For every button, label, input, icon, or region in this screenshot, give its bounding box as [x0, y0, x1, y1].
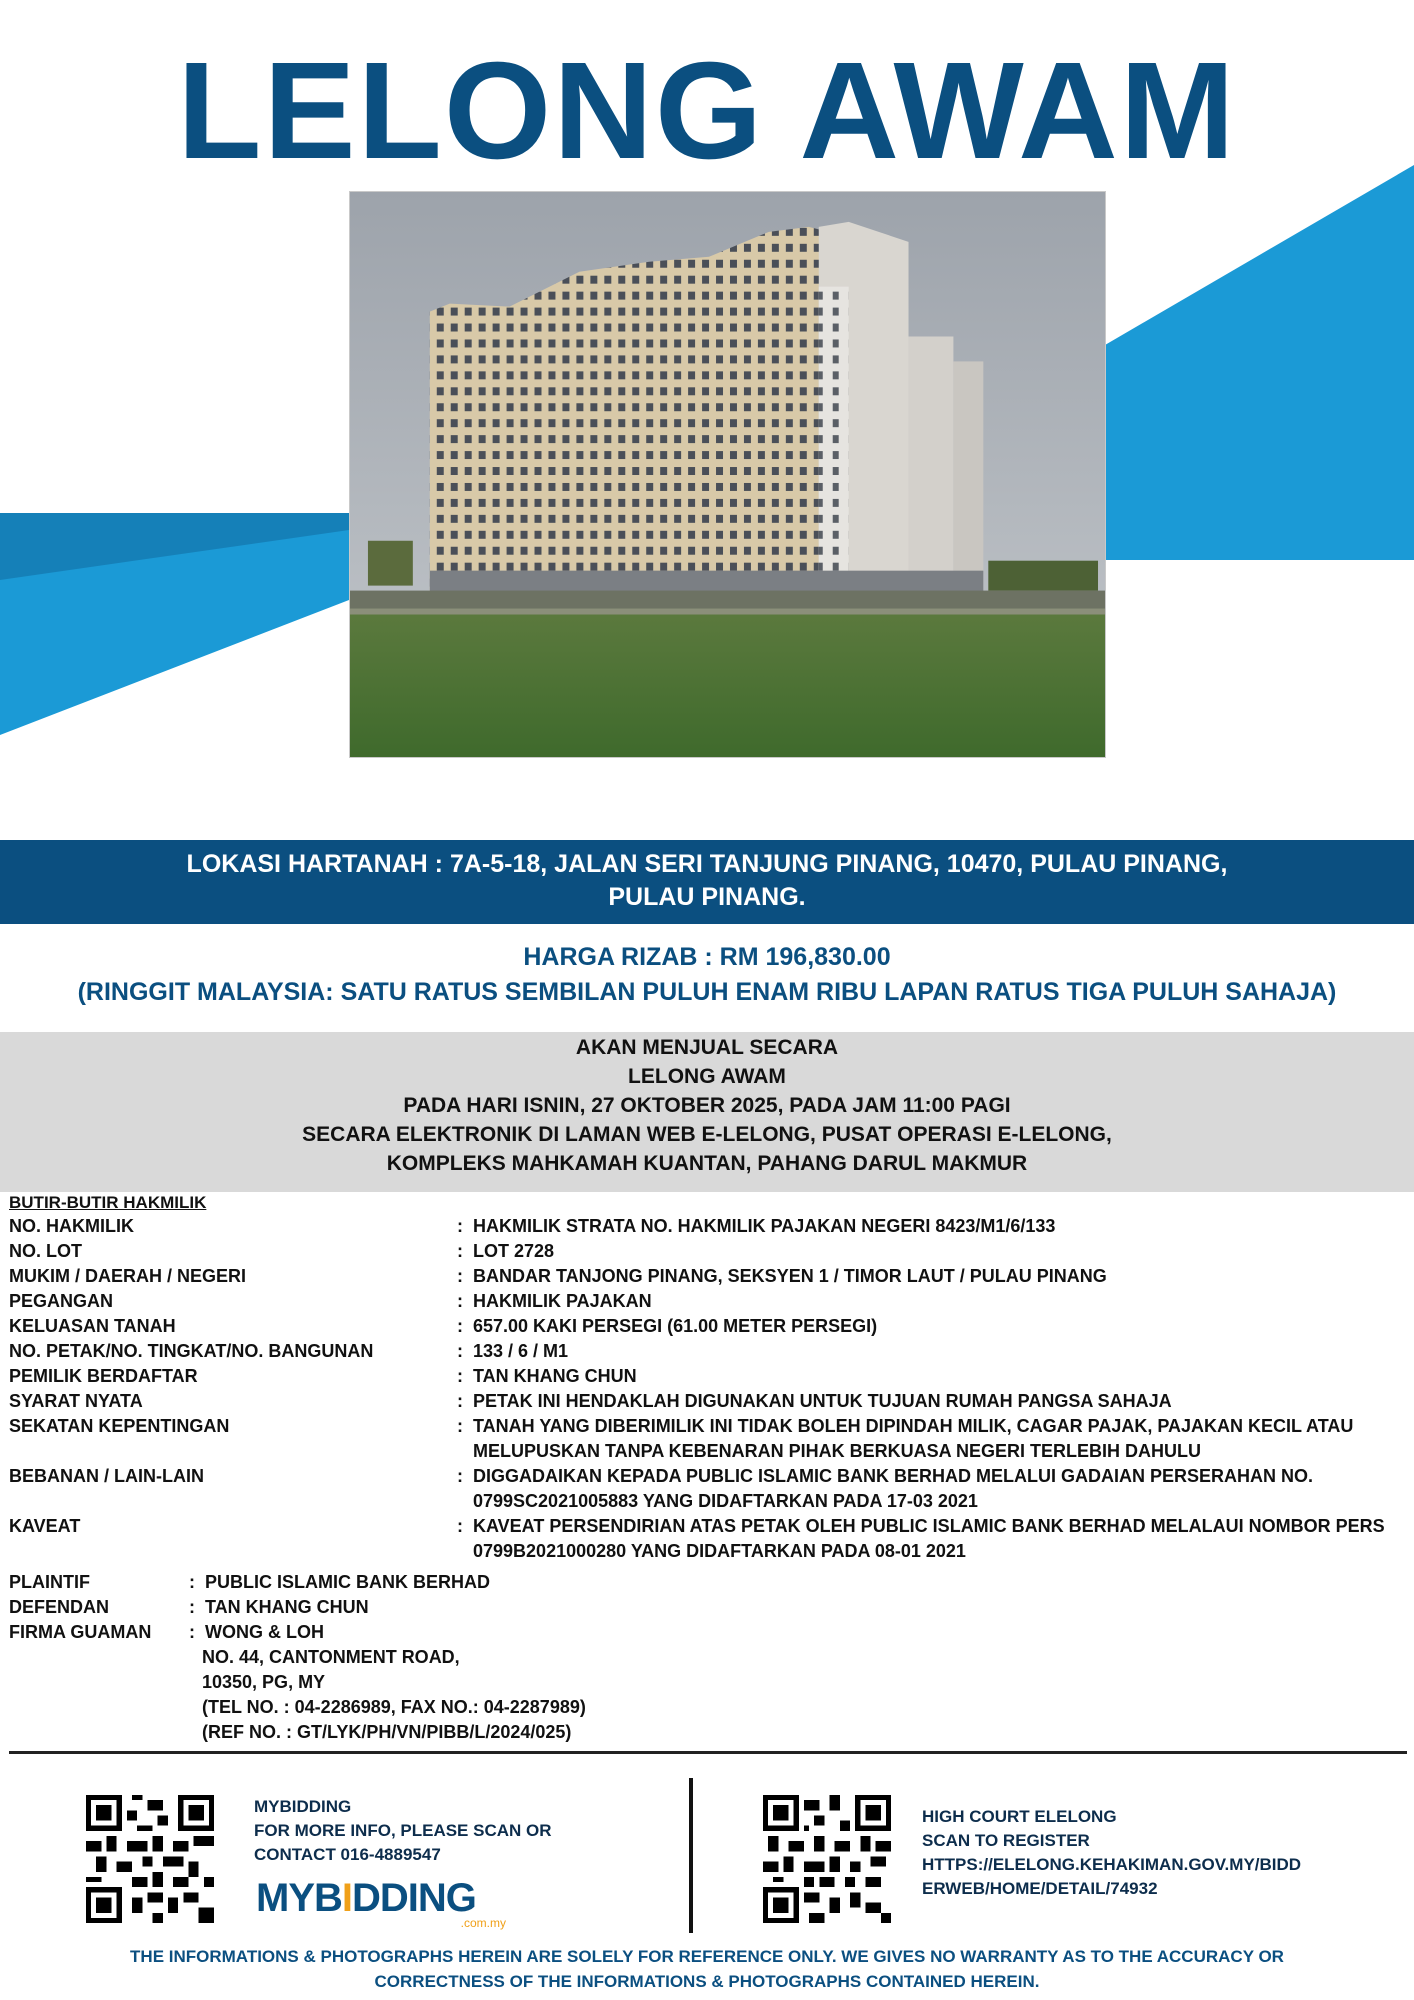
row-value: HAKMILIK STRATA NO. HAKMILIK PAJAKAN NEGERI 8423/M1/6/133	[473, 1216, 1056, 1236]
row-separator: :	[457, 1216, 463, 1236]
qr-code-icon[interactable]	[763, 1795, 891, 1923]
auction-details-box	[0, 1032, 1414, 1192]
mybidding-contact: CONTACT 016-4889547	[254, 1845, 441, 1864]
row-label: NO. PETAK/NO. TINGKAT/NO. BANGUNAN	[9, 1341, 374, 1361]
disclaimer	[0, 1944, 1414, 1994]
address-line: 10350, PG, MY	[202, 1672, 326, 1692]
row-separator: :	[189, 1597, 195, 1617]
row-value: 133 / 6 / M1	[473, 1341, 569, 1361]
row-separator: :	[457, 1266, 463, 1286]
law-firm-row	[9, 1620, 909, 1645]
law-firm-address	[9, 1645, 909, 1745]
row-separator: :	[457, 1516, 463, 1536]
defendant-label: DEFENDAN	[9, 1597, 110, 1617]
row-value: TAN KHANG CHUN	[473, 1366, 637, 1386]
particulars-row	[9, 1414, 1409, 1464]
row-separator: :	[457, 1366, 463, 1386]
reserve-price	[0, 940, 1414, 1010]
case-parties	[9, 1570, 909, 1745]
particulars-row	[9, 1314, 1409, 1339]
mybidding-info	[254, 1795, 552, 1867]
particulars-heading: BUTIR-BUTIR HAKMILIK	[9, 1193, 207, 1212]
logo-domain: .com.my	[460, 1916, 506, 1930]
row-separator: :	[189, 1572, 195, 1592]
elelong-info	[922, 1805, 1301, 1901]
disclaimer-line: CORRECTNESS OF THE INFORMATIONS & PHOTOGRAPHS CONTAINED HEREIN.	[374, 1972, 1040, 1991]
row-separator: :	[189, 1622, 195, 1642]
particulars-row	[9, 1339, 1409, 1364]
disclaimer-line: THE INFORMATIONS & PHOTOGRAPHS HEREIN ARE SOLELY FOR REFERENCE ONLY. WE GIVES NO WARRANTY AS TO THE ACCURACY OR	[130, 1947, 1284, 1966]
row-separator: :	[457, 1416, 463, 1436]
elelong-text: SCAN TO REGISTER	[922, 1831, 1090, 1850]
footer-vertical-divider	[689, 1778, 693, 1933]
row-separator: :	[457, 1291, 463, 1311]
auction-line: SECARA ELEKTRONIK DI LAMAN WEB E-LELONG, PUSAT OPERASI E-LELONG,	[302, 1123, 1112, 1146]
row-separator: :	[457, 1241, 463, 1261]
row-label: PEGANGAN	[9, 1291, 114, 1311]
row-label: KAVEAT	[9, 1516, 81, 1536]
row-label: SYARAT NYATA	[9, 1391, 143, 1411]
title-particulars	[9, 1192, 1409, 1564]
plaintiff-row	[9, 1570, 909, 1595]
elelong-title: HIGH COURT ELELONG	[922, 1807, 1117, 1826]
row-value: KAVEAT PERSENDIRIAN ATAS PETAK OLEH PUBLIC ISLAMIC BANK BERHAD MELALAUI NOMBOR PERS 0799B2021000280 YANG DIDAFTARKAN PADA 08-01 2021	[473, 1516, 1385, 1561]
mybidding-logo	[256, 1878, 506, 1928]
particulars-row	[9, 1364, 1409, 1389]
particulars-row	[9, 1214, 1409, 1239]
auction-line: KOMPLEKS MAHKAMAH KUANTAN, PAHANG DARUL MAKMUR	[386, 1152, 1028, 1175]
row-value: TANAH YANG DIBERIMILIK INI TIDAK BOLEH DIPINDAH MILIK, CAGAR PAJAK, PAJAKAN KECIL ATAU MELUPUSKAN TANPA KEBENARAN PIHAK BERKUASA NEGERI TERLEBIH DAHULU	[473, 1416, 1354, 1461]
row-label: BEBANAN / LAIN-LAIN	[9, 1466, 204, 1486]
qr-code-icon[interactable]	[86, 1795, 214, 1923]
row-separator: :	[457, 1316, 463, 1336]
row-value: LOT 2728	[473, 1241, 555, 1261]
row-value: PETAK INI HENDAKLAH DIGUNAKAN UNTUK TUJUAN RUMAH PANGSA SAHAJA	[473, 1391, 1172, 1411]
defendant-row	[9, 1595, 909, 1620]
particulars-row	[9, 1289, 1409, 1314]
particulars-row	[9, 1239, 1409, 1264]
defendant-value: TAN KHANG CHUN	[205, 1597, 369, 1617]
logo-text-highlight: I	[341, 1876, 353, 1920]
row-label: SEKATAN KEPENTINGAN	[9, 1416, 230, 1436]
property-location-banner	[0, 840, 1414, 924]
row-label: NO. HAKMILIK	[9, 1216, 134, 1236]
particulars-row	[9, 1264, 1409, 1289]
property-photo	[349, 191, 1106, 758]
footer-divider	[9, 1751, 1407, 1754]
row-separator: :	[457, 1341, 463, 1361]
logo-text: MYB	[256, 1876, 342, 1920]
plaintiff-value: PUBLIC ISLAMIC BANK BERHAD	[205, 1572, 490, 1592]
mybidding-title: MYBIDDING	[254, 1797, 352, 1816]
elelong-url-cont[interactable]: ERWEB/HOME/DETAIL/74932	[922, 1879, 1158, 1898]
particulars-row	[9, 1464, 1409, 1514]
row-separator: :	[457, 1466, 463, 1486]
auction-line: PADA HARI ISNIN, 27 OKTOBER 2025, PADA JAM 11:00 PAGI	[403, 1094, 1011, 1117]
row-value: BANDAR TANJONG PINANG, SEKSYEN 1 / TIMOR LAUT / PULAU PINANG	[473, 1266, 1107, 1286]
particulars-row	[9, 1514, 1409, 1564]
reserve-price-amount: HARGA RIZAB : RM 196,830.00	[523, 943, 891, 971]
row-label: MUKIM / DAERAH / NEGERI	[9, 1266, 247, 1286]
plaintiff-label: PLAINTIF	[9, 1572, 90, 1592]
mybidding-text: FOR MORE INFO, PLEASE SCAN OR	[254, 1821, 552, 1840]
auction-line: LELONG AWAM	[628, 1065, 786, 1088]
elelong-url[interactable]: HTTPS://ELELONG.KEHAKIMAN.GOV.MY/BIDD	[922, 1855, 1302, 1874]
page-title: LELONG AWAM	[177, 34, 1237, 188]
reference-line: (REF NO. : GT/LYK/PH/VN/PIBB/L/2024/025)	[202, 1722, 572, 1742]
reserve-price-words: (RINGGIT MALAYSIA: SATU RATUS SEMBILAN PULUH ENAM RIBU LAPAN RATUS TIGA PULUH SAHAJA)	[77, 978, 1337, 1006]
law-firm-value: WONG & LOH	[205, 1622, 324, 1642]
location-line-2: PULAU PINANG.	[608, 883, 806, 911]
location-line-1: LOKASI HARTANAH : 7A-5-18, JALAN SERI TANJUNG PINANG, 10470, PULAU PINANG,	[186, 850, 1228, 878]
row-label: KELUASAN TANAH	[9, 1316, 176, 1336]
logo-text: DDING	[352, 1876, 476, 1920]
row-value: 657.00 KAKI PERSEGI (61.00 METER PERSEGI)	[473, 1316, 878, 1336]
address-line: NO. 44, CANTONMENT ROAD,	[202, 1647, 460, 1667]
contact-line: (TEL NO. : 04-2286989, FAX NO.: 04-2287989)	[202, 1697, 586, 1717]
row-value: HAKMILIK PAJAKAN	[473, 1291, 652, 1311]
row-label: NO. LOT	[9, 1241, 82, 1261]
row-separator: :	[457, 1391, 463, 1411]
particulars-row	[9, 1389, 1409, 1414]
law-firm-label: FIRMA GUAMAN	[9, 1622, 152, 1642]
auction-line: AKAN MENJUAL SECARA	[575, 1036, 839, 1059]
row-label: PEMILIK BERDAFTAR	[9, 1366, 198, 1386]
row-value: DIGGADAIKAN KEPADA PUBLIC ISLAMIC BANK BERHAD MELALUI GADAIAN PERSERAHAN NO. 0799SC2021005883 YANG DIDAFTARKAN PADA 17-03 2021	[473, 1466, 1314, 1511]
